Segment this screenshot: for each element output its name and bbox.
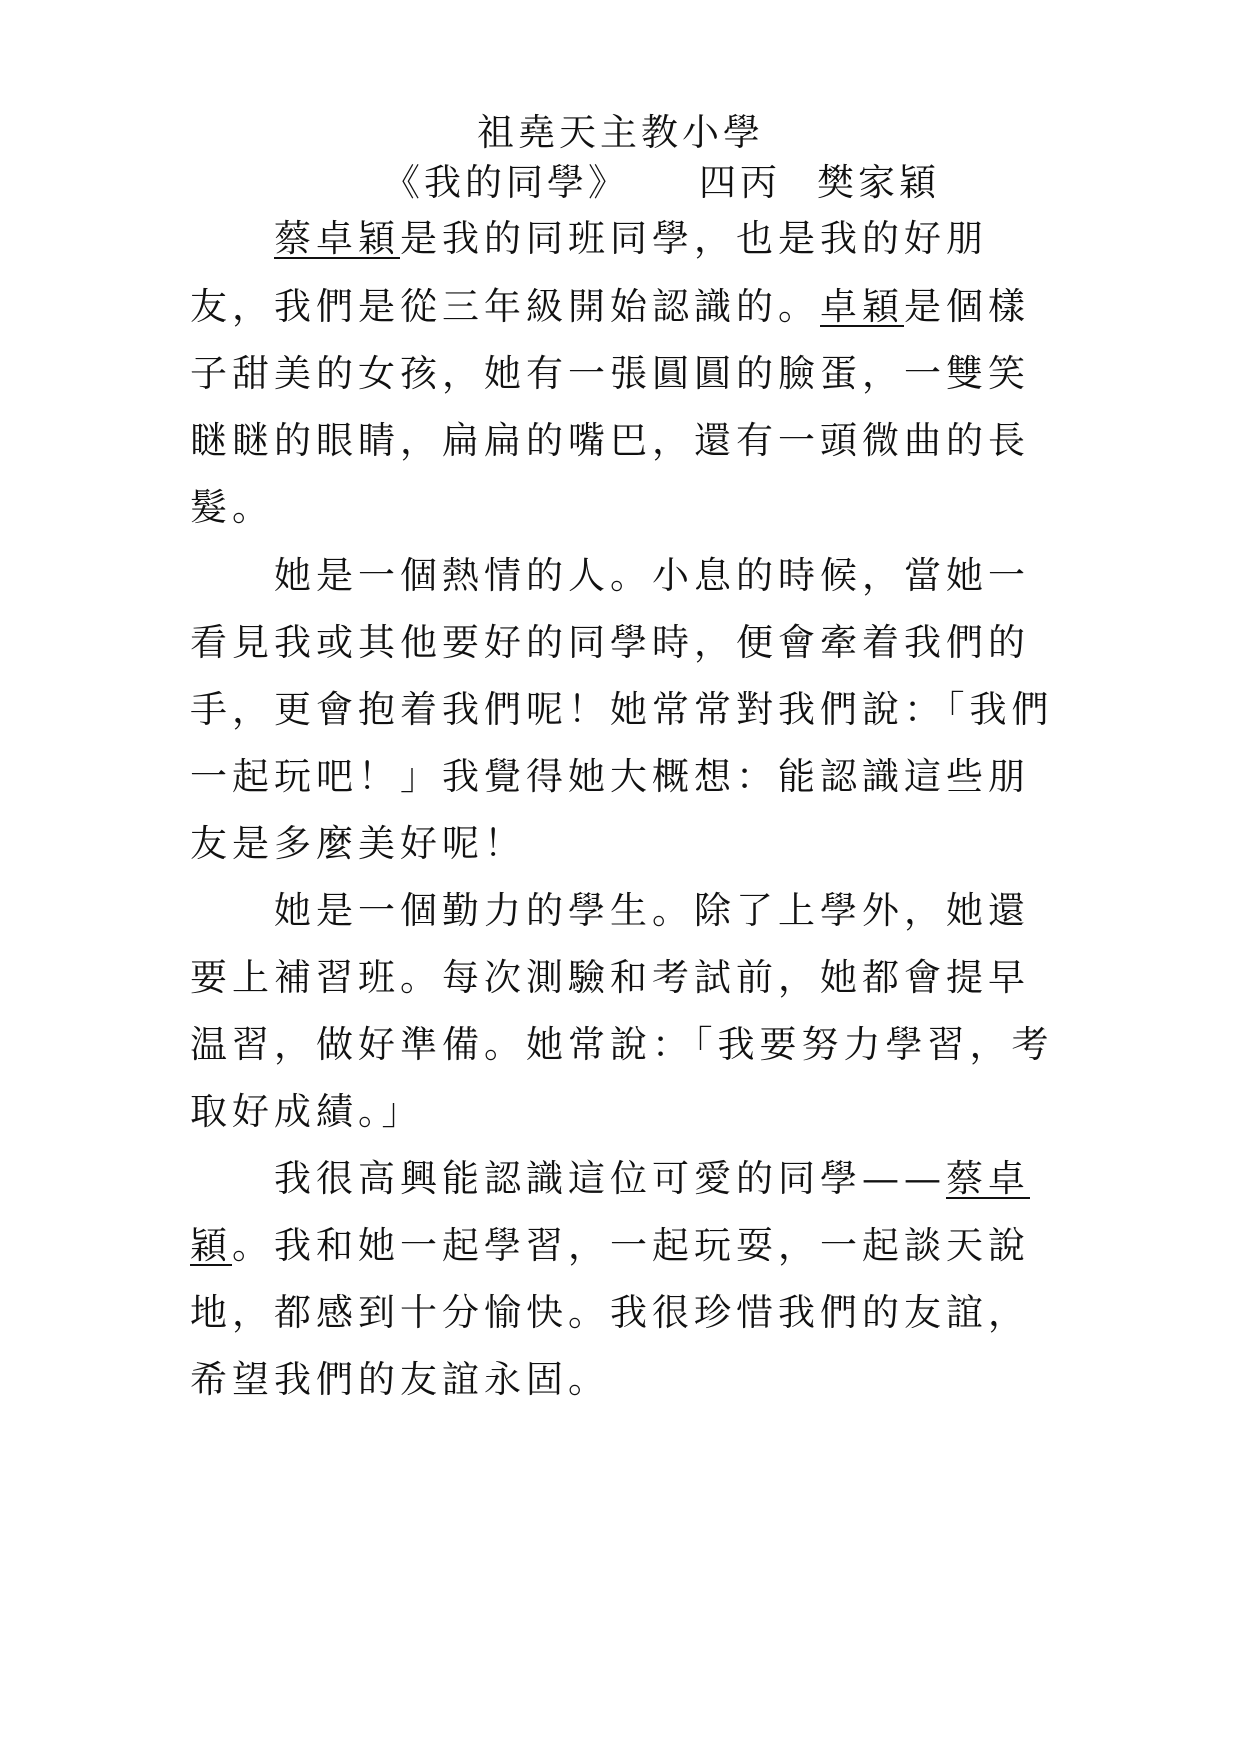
line-text: 她是一個勤力的學生。除了上學外，她還	[274, 889, 1030, 932]
essay-line	[190, 886, 1030, 936]
essay-heading	[383, 158, 940, 208]
line-text: 友，我們是從三年級開始認識的。	[190, 285, 820, 328]
line-text: 地，都感到十分愉快。我很珍惜我們的友誼，	[190, 1291, 1030, 1334]
essay-line	[190, 752, 1030, 802]
essay-line	[190, 1154, 1030, 1204]
line-text: 子甜美的女孩，她有一張圓圓的臉蛋，一雙笑	[190, 352, 1030, 395]
essay-line	[190, 551, 1030, 601]
line-text: 我很高興能認識這位可愛的同學——	[274, 1157, 946, 1200]
essay-line	[190, 1020, 1054, 1070]
line-text: 髮。	[190, 486, 274, 529]
essay-line	[190, 416, 1030, 466]
line-text: 看見我或其他要好的同學時，便會牽着我們的	[190, 621, 1030, 664]
essay-line	[190, 349, 1030, 399]
classmate-name: 蔡卓	[946, 1157, 1030, 1200]
line-text: 是我的同班同學，也是我的好朋	[400, 217, 988, 260]
essay-line	[190, 819, 526, 869]
essay-title: 《我的同學》	[383, 161, 629, 204]
line-text: 取好成績。」	[190, 1090, 424, 1133]
essay-line	[190, 1355, 610, 1405]
classmate-name: 穎	[190, 1224, 232, 1267]
classmate-name: 卓穎	[820, 285, 904, 328]
line-text: 她是一個熱情的人。小息的時候，當她一	[274, 554, 1030, 597]
line-text: 是個樣	[904, 285, 1030, 328]
author-name: 樊家穎	[817, 161, 940, 204]
line-text: 瞇瞇的眼睛，扁扁的嘴巴，還有一頭微曲的長	[190, 419, 1030, 462]
classmate-name: 蔡卓穎	[274, 217, 400, 260]
school-name: 祖堯天主教小學	[477, 111, 764, 154]
essay-line	[190, 1288, 1030, 1338]
class-label: 四丙	[699, 161, 781, 204]
essay-line	[190, 685, 1054, 735]
line-text: 希望我們的友誼永固。	[190, 1358, 610, 1401]
line-text: 一起玩吧！」我覺得她大概想：能認識這些朋	[190, 755, 1030, 798]
line-text: 温習，做好準備。她常說：「我要努力學習，考	[190, 1023, 1054, 1066]
essay-line	[190, 953, 1030, 1003]
line-text: 友是多麼美好呢！	[190, 822, 526, 865]
essay-line	[190, 1087, 424, 1137]
essay-line	[190, 282, 1030, 332]
line-text: 。我和她一起學習，一起玩耍，一起談天說	[232, 1224, 1030, 1267]
essay-line	[190, 483, 274, 533]
essay-line	[190, 618, 1030, 668]
essay-line	[190, 1221, 1030, 1271]
line-text: 手，更會抱着我們呢！她常常對我們說：「我們	[190, 688, 1054, 731]
essay-line	[190, 214, 988, 264]
line-text: 要上補習班。每次測驗和考試前，她都會提早	[190, 956, 1030, 999]
